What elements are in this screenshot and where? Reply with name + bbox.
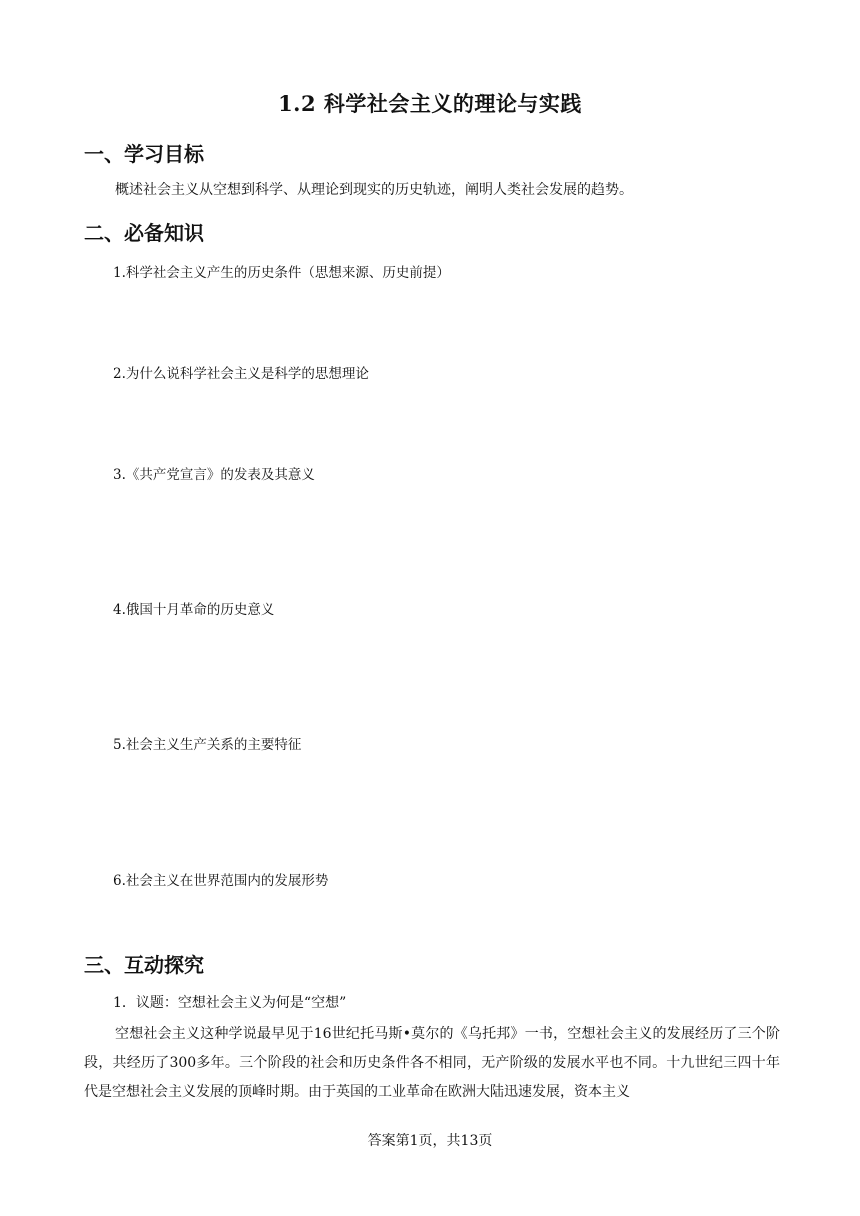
section-heading-knowledge: 二、必备知识 bbox=[84, 221, 204, 245]
knowledge-item-3: 3.《共产党宣言》的发表及其意义 bbox=[113, 467, 315, 483]
knowledge-item-4: 4.俄国十月革命的历史意义 bbox=[113, 602, 275, 618]
objectives-text: 概述社会主义从空想到科学、从理论到现实的历史轨迹，阐明人类社会发展的趋势。 bbox=[115, 182, 633, 198]
knowledge-item-5: 5.社会主义生产关系的主要特征 bbox=[113, 737, 302, 753]
knowledge-item-6: 6.社会主义在世界范围内的发展形势 bbox=[113, 873, 329, 889]
section-heading-objectives: 一、学习目标 bbox=[84, 142, 204, 166]
knowledge-item-2: 2.为什么说科学社会主义是科学的思想理论 bbox=[113, 366, 369, 382]
section-heading-inquiry: 三、互动探究 bbox=[84, 953, 204, 977]
inquiry-paragraph: 空想社会主义这种学说最早见于16世纪托马斯•莫尔的《乌托邦》一书，空想社会主义的发展经历了三个阶段，共经历了300多年。三个阶段的社会和历史条件各不相同，无产阶级的发展水平也不同。十九世纪三四十年代是空想社会主义发展的顶峰时期。由于英国的工业革命在欧洲大陆迅速发展，资本主义 bbox=[84, 1026, 780, 1100]
page-footer: 答案第1页，共13页 bbox=[367, 1133, 493, 1149]
inquiry-topic: 1．议题：空想社会主义为何是“空想” bbox=[113, 995, 347, 1011]
document-title: 1.2 科学社会主义的理论与实践 bbox=[278, 91, 582, 116]
knowledge-item-1: 1.科学社会主义产生的历史条件（思想来源、历史前提） bbox=[113, 265, 450, 281]
